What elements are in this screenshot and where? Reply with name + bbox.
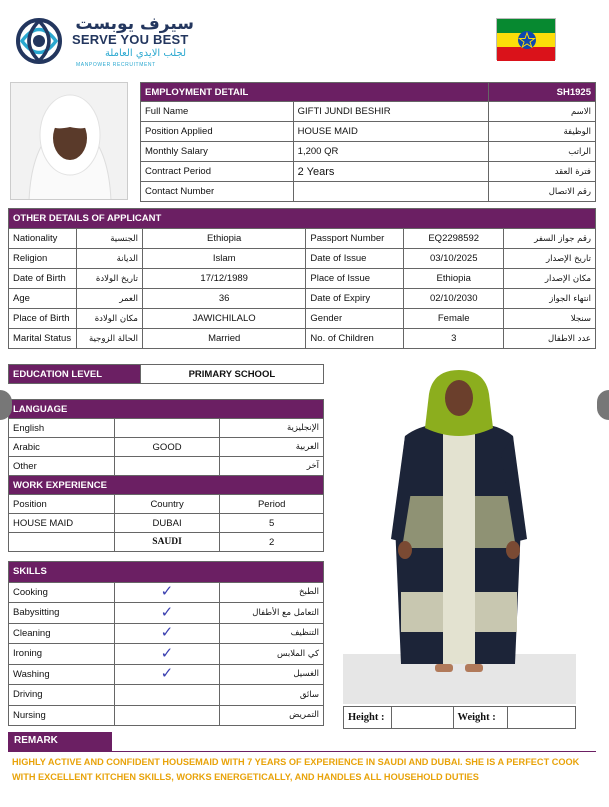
expiry-label-ar: انتهاء الجواز [504, 289, 596, 309]
nationality-label-ar: الجنسية [76, 229, 142, 249]
table-row [9, 582, 324, 603]
skill-label-ar: التنظيف [220, 623, 324, 644]
contact-value [293, 182, 489, 202]
work-experience-title: WORK EXPERIENCE [9, 476, 324, 495]
nationality-value: Ethiopia [142, 229, 305, 249]
age-label-ar: العمر [76, 289, 142, 309]
weight-value [508, 707, 576, 729]
checkmark-icon: ✓ [114, 644, 219, 665]
education-value: PRIMARY SCHOOL [140, 365, 323, 384]
weight-label: Weight : [453, 707, 508, 729]
height-value [391, 707, 453, 729]
skill-label-ar: الطبخ [220, 582, 324, 603]
work-position [9, 533, 115, 552]
salary-value: 1,200 QR [293, 142, 489, 162]
english-label-ar: الإنجليزية [220, 419, 324, 438]
marital-label-ar: الحالة الزوجية [76, 329, 142, 349]
other-language-label: Other [9, 457, 115, 476]
period-header: Period [220, 495, 324, 514]
table-row [9, 249, 596, 269]
work-period: 5 [220, 514, 324, 533]
birthplace-value: JAWICHILALO [142, 309, 305, 329]
skill-label: Ironing [9, 644, 115, 665]
salary-label-ar: الراتب [489, 142, 596, 162]
marital-value: Married [142, 329, 305, 349]
employment-detail-title: EMPLOYMENT DETAIL [141, 83, 489, 102]
skill-label: Driving [9, 685, 115, 706]
skill-label-ar: التعامل مع الأطفال [220, 603, 324, 624]
company-tagline-ar: لجلب الايدي العاملة [104, 48, 186, 59]
table-row [9, 329, 596, 349]
applicant-portrait [10, 82, 128, 200]
company-name-ar: سيرف يوبست [75, 14, 194, 34]
age-value: 36 [142, 289, 305, 309]
company-name-en: SERVE YOU BEST [72, 32, 189, 47]
table-row [9, 289, 596, 309]
language-title: LANGUAGE [9, 400, 324, 419]
skill-label: Babysitting [9, 603, 115, 624]
passport-label-ar: رقم جواز السفر [504, 229, 596, 249]
table-row [9, 644, 324, 665]
passport-label: Passport Number [306, 229, 404, 249]
marital-label: Marital Status [9, 329, 77, 349]
table-header-row [9, 495, 324, 514]
issue-date-value: 03/10/2025 [404, 249, 504, 269]
country-header: Country [114, 495, 220, 514]
table-row [9, 533, 324, 552]
nationality-label: Nationality [9, 229, 77, 249]
skill-check-empty [114, 685, 219, 706]
skill-label-ar: التمريض [220, 705, 324, 726]
checkmark-icon: ✓ [114, 582, 219, 603]
position-label: Position Applied [141, 122, 294, 142]
star-emblem-icon [517, 30, 537, 50]
skill-label: Washing [9, 664, 115, 685]
skill-label: Cooking [9, 582, 115, 603]
company-tagline-en: MANPOWER RECRUITMENT [76, 62, 156, 68]
contract-label-ar: فترة العقد [489, 162, 596, 182]
issue-place-label: Place of Issue [306, 269, 404, 289]
height-weight-table [343, 706, 576, 729]
full-name-value: GIFTI JUNDI BESHIR [293, 102, 489, 122]
other-language-label-ar: آخر [220, 457, 324, 476]
table-row [9, 419, 324, 438]
skill-label-ar: سائق [220, 685, 324, 706]
salary-label: Monthly Salary [141, 142, 294, 162]
arabic-label: Arabic [9, 438, 115, 457]
ethiopia-flag [496, 18, 556, 60]
position-label-ar: الوظيفة [489, 122, 596, 142]
table-row [9, 705, 324, 726]
other-language-value [114, 457, 220, 476]
checkmark-icon: ✓ [114, 603, 219, 624]
issue-place-label-ar: مكان الإصدار [504, 269, 596, 289]
contract-value: 2 Years [293, 162, 489, 182]
dob-label: Date of Birth [9, 269, 77, 289]
religion-label: Religion [9, 249, 77, 269]
arabic-label-ar: العربية [220, 438, 324, 457]
other-details-title: OTHER DETAILS OF APPLICANT [9, 209, 596, 229]
birthplace-label-ar: مكان الولادة [76, 309, 142, 329]
expiry-value: 02/10/2030 [404, 289, 504, 309]
checkmark-icon: ✓ [114, 664, 219, 685]
work-period: 2 [220, 533, 324, 552]
work-country: DUBAI [114, 514, 220, 533]
gender-value: Female [404, 309, 504, 329]
skill-label-ar: كي الملابس [220, 644, 324, 665]
globe-logo-icon [14, 18, 64, 64]
table-row [9, 623, 324, 644]
gender-label: Gender [306, 309, 404, 329]
table-row [9, 685, 324, 706]
arabic-value: GOOD [114, 438, 220, 457]
children-label: No. of Children [306, 329, 404, 349]
english-value [114, 419, 220, 438]
contact-label: Contact Number [141, 182, 294, 202]
full-name-label: Full Name [141, 102, 294, 122]
full-name-label-ar: الاسم [489, 102, 596, 122]
skills-table [8, 561, 324, 726]
skill-check-empty [114, 705, 219, 726]
remark-divider [112, 751, 596, 752]
remark-text: HIGHLY ACTIVE AND CONFIDENT HOUSEMAID WITH 7 YEARS OF EXPERIENCE IN SAUDI AND DUBAI. SHE IS A PERFECT COOK WITH EXCELLENT KITCHEN SKILLS, WORKS ENERGETICALLY, AND HANDLES ALL HOUSEHOLD DUTIES [12, 757, 580, 782]
passport-value: EQ2298592 [404, 229, 504, 249]
contact-label-ar: رقم الاتصال [489, 182, 596, 202]
issue-date-label: Date of Issue [306, 249, 404, 269]
issue-date-label-ar: تاريخ الإصدار [504, 249, 596, 269]
age-label: Age [9, 289, 77, 309]
remark-title: REMARK [8, 732, 112, 752]
work-country: SAUDI [114, 533, 220, 552]
table-row [9, 309, 596, 329]
checkmark-icon: ✓ [114, 623, 219, 644]
contract-label: Contract Period [141, 162, 294, 182]
skills-title: SKILLS [9, 562, 324, 583]
children-label-ar: عدد الاطفال [504, 329, 596, 349]
skill-label-ar: الغسيل [220, 664, 324, 685]
table-row [9, 603, 324, 624]
expiry-label: Date of Expiry [306, 289, 404, 309]
education-table [8, 364, 324, 384]
table-row [9, 438, 324, 457]
skill-label: Nursing [9, 705, 115, 726]
gender-label-ar: سنجلا [504, 309, 596, 329]
applicant-full-photo [343, 364, 576, 704]
employment-detail-table [140, 82, 596, 202]
company-logo [10, 14, 220, 68]
other-details-table [8, 208, 596, 349]
birthplace-label: Place of Birth [9, 309, 77, 329]
issue-place-value: Ethiopia [404, 269, 504, 289]
reference-number: SH1925 [489, 83, 596, 102]
table-row [9, 457, 324, 476]
position-value: HOUSE MAID [293, 122, 489, 142]
skill-label: Cleaning [9, 623, 115, 644]
table-row [9, 269, 596, 289]
height-label: Height : [344, 707, 392, 729]
position-header: Position [9, 495, 115, 514]
education-label: EDUCATION LEVEL [9, 365, 141, 384]
religion-value: Islam [142, 249, 305, 269]
dob-value: 17/12/1989 [142, 269, 305, 289]
work-position: HOUSE MAID [9, 514, 115, 533]
children-value: 3 [404, 329, 504, 349]
dob-label-ar: تاريخ الولادة [76, 269, 142, 289]
table-row [9, 514, 324, 533]
english-label: English [9, 419, 115, 438]
language-work-table [8, 399, 324, 552]
table-row [9, 664, 324, 685]
table-row [9, 229, 596, 249]
next-page-handle[interactable] [597, 390, 609, 420]
religion-label-ar: الديانة [76, 249, 142, 269]
